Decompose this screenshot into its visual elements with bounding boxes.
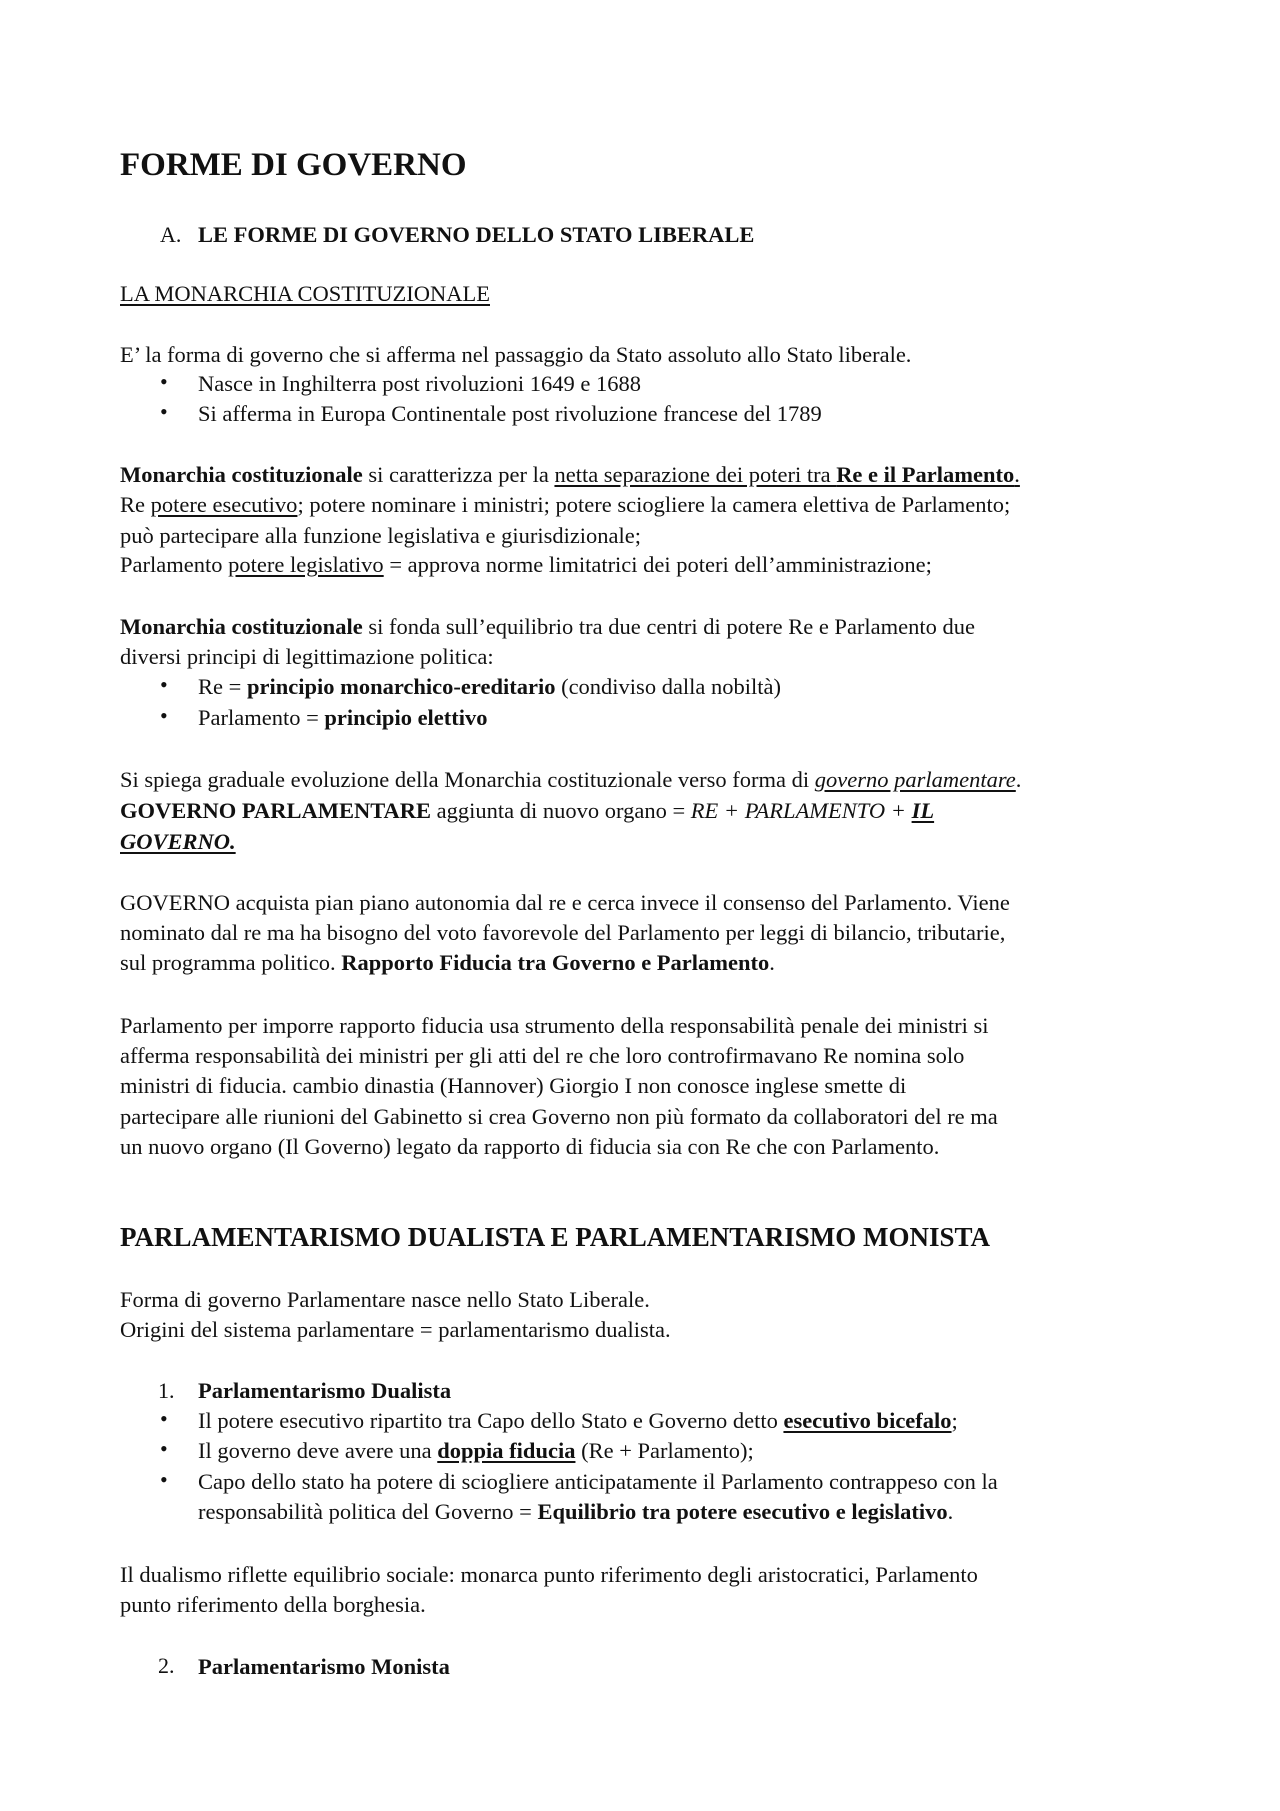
text-line: Parlamento per imporre rapporto fiducia usa strumento della responsabilità penale dei ministri si [120,1013,989,1038]
text-line: ministri di fiducia. cambio dinastia (Hannover) Giorgio I non conosce inglese smette di [120,1073,907,1098]
list-item: Il governo deve avere una doppia fiducia (Re + Parlamento); [198,1438,754,1463]
text-line: sul programma politico. Rapporto Fiducia tra Governo e Parlamento. [120,950,775,975]
item-title: Parlamentarismo Monista [198,1654,450,1679]
list-item: Si afferma in Europa Continentale post rivoluzione francese del 1789 [198,401,822,426]
text-line: Re potere esecutivo; potere nominare i ministri; potere sciogliere la camera elettiva de Parlamento; [120,492,1011,517]
text-line: afferma responsabilità dei ministri per gli atti del re che loro controfirmavano Re nomina solo [120,1043,965,1068]
text-line: Il dualismo riflette equilibrio sociale: monarca punto riferimento degli aristocratici, Parlamento [120,1562,978,1587]
item-title: Parlamentarismo Dualista [198,1378,452,1403]
text-line: può partecipare alla funzione legislativa e giurisdizionale; [120,523,642,548]
item-number: 2. [158,1653,175,1678]
section-marker: A. [160,222,182,247]
text-line: Forma di governo Parlamentare nasce nello Stato Liberale. [120,1287,650,1312]
text-line: Si spiega graduale evoluzione della Monarchia costituzionale verso forma di governo parlamentare. [120,767,1022,792]
text-line: diversi principi di legittimazione politica: [120,644,494,669]
intro-paragraph: E’ la forma di governo che si afferma nel passaggio da Stato assoluto allo Stato liberale. [120,342,912,367]
page-title: FORME DI GOVERNO [120,147,467,183]
bullet-icon: • [160,1467,168,1492]
text-line: Monarchia costituzionale si caratterizza per la netta separazione dei poteri tra Re e il Parlamento. [120,462,1020,487]
item-number: 1. [158,1378,175,1403]
list-item: Parlamento = principio elettivo [198,705,488,730]
text-line: Parlamento potere legislativo = approva norme limitatrici dei poteri dell’amministrazione; [120,552,932,577]
text-line: GOVERNO acquista pian piano autonomia dal re e cerca invece il consenso del Parlamento. Viene [120,890,1010,915]
bullet-icon: • [160,1406,168,1431]
text-line: GOVERNO. [120,829,236,854]
section-title: LE FORME DI GOVERNO DELLO STATO LIBERALE [198,222,755,247]
text-line: Monarchia costituzionale si fonda sull’equilibrio tra due centri di potere Re e Parlamento due [120,614,976,639]
text-line: Origini del sistema parlamentare = parlamentarismo dualista. [120,1317,671,1342]
bullet-icon: • [160,703,168,728]
list-item-continuation: responsabilità politica del Governo = Equilibrio tra potere esecutivo e legislativo. [198,1499,954,1524]
bullet-icon: • [160,672,168,697]
text-line: nominato dal re ma ha bisogno del voto favorevole del Parlamento per leggi di bilancio, tributarie, [120,920,1006,945]
section-heading: PARLAMENTARISMO DUALISTA E PARLAMENTARISMO MONISTA [120,1222,991,1252]
text-line: GOVERNO PARLAMENTARE aggiunta di nuovo organo = RE + PARLAMENTO + IL [120,798,935,823]
list-item: Capo dello stato ha potere di sciogliere anticipatamente il Parlamento contrappeso con la [198,1469,998,1494]
text-line: partecipare alle riunioni del Gabinetto si crea Governo non più formato da collaboratori del re ma [120,1104,998,1129]
list-item: Nasce in Inghilterra post rivoluzioni 1649 e 1688 [198,371,642,396]
list-item: Re = principio monarchico-ereditario (condiviso dalla nobiltà) [198,674,782,699]
list-item: Il potere esecutivo ripartito tra Capo dello Stato e Governo detto esecutivo bicefalo; [198,1408,958,1433]
text-line: punto riferimento della borghesia. [120,1592,426,1617]
bullet-icon: • [160,399,168,424]
bullet-icon: • [160,369,168,394]
subheading-monarchia: LA MONARCHIA COSTITUZIONALE [120,281,490,306]
bullet-icon: • [160,1436,168,1461]
text-line: un nuovo organo (Il Governo) legato da rapporto di fiducia sia con Re che con Parlamento. [120,1134,940,1159]
